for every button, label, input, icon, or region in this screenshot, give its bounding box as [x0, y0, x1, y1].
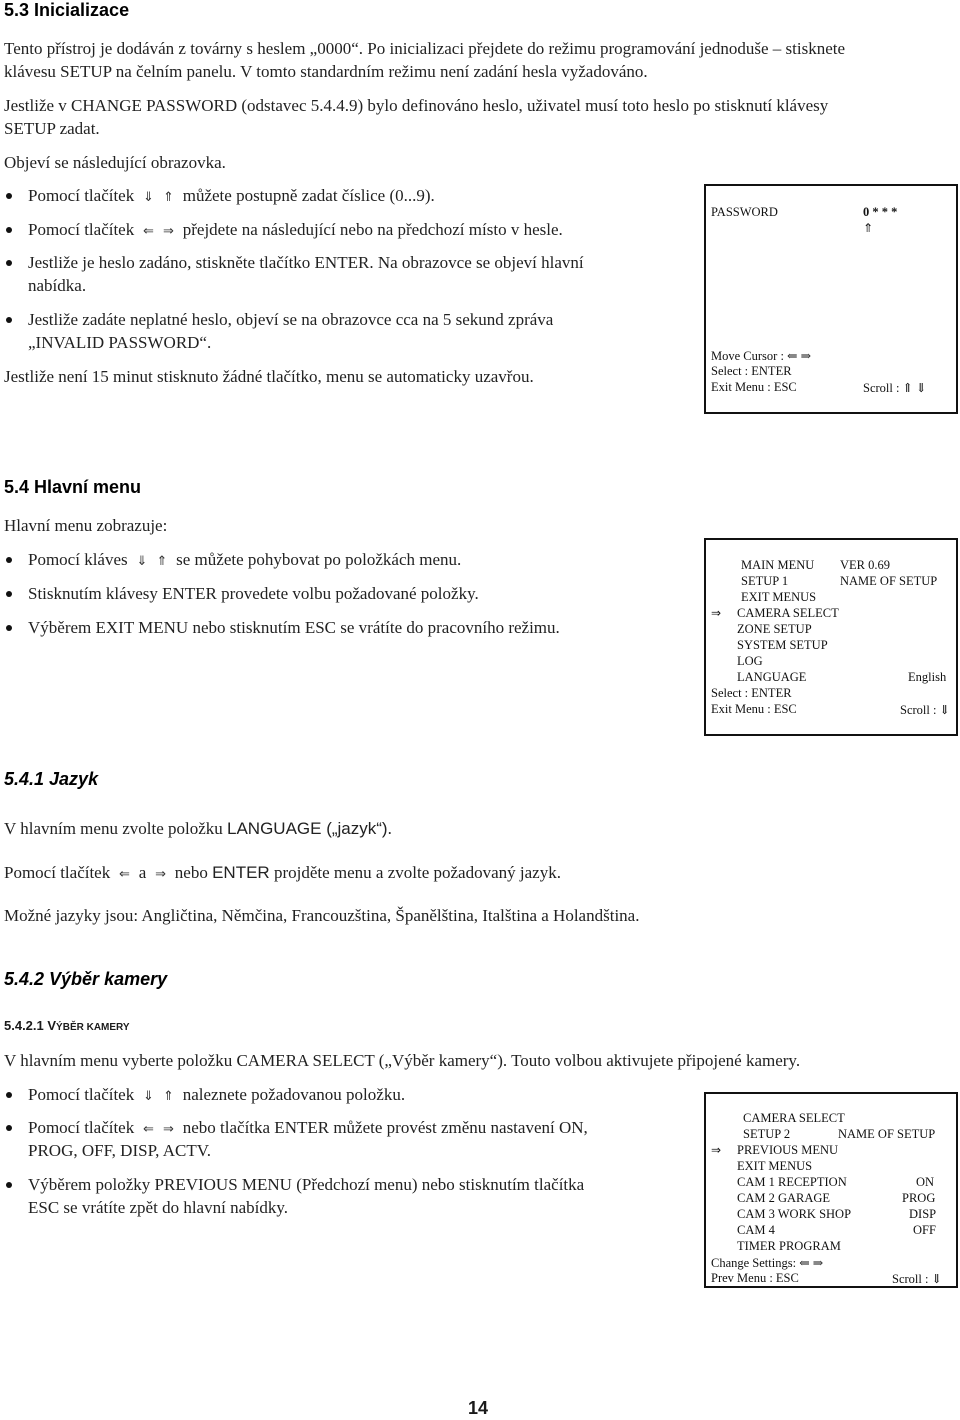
bullet-dot: [6, 1092, 12, 1098]
scroll-hint: Scroll : ⇑ ⇓: [863, 381, 927, 395]
bullet-text: naleznete požadovanou položku.: [182, 1085, 406, 1104]
language-keyword: LANGUAGE („jazyk“): [227, 819, 388, 838]
subsection-number: 5.4.2.1 V: [4, 1018, 57, 1033]
page-number: 14: [468, 1398, 489, 1418]
bullet-text: Pomocí tlačítek: [28, 1085, 135, 1104]
paragraph-password-line1: Jestliže v CHANGE PASSWORD (odstavec 5.4.4.9) bylo definováno heslo, uživatel musí toto heslo po stisknutí klávesy: [4, 96, 829, 115]
paragraph-language-select: [4, 817, 392, 840]
camera-row-value: ON: [916, 1175, 935, 1189]
bullet-text: „INVALID PASSWORD“.: [28, 333, 212, 352]
bullet-text: Stisknutím klávesy ENTER provedete volbu požadované položky.: [28, 584, 479, 603]
subsection-heading-5-4-2-1: [4, 1018, 130, 1033]
camera-row-label: CAM 2 GARAGE: [737, 1191, 831, 1205]
camera-row-value: PROG: [902, 1191, 936, 1205]
arrow-down-icon: ⇓: [136, 554, 148, 569]
pointer-icon: ⇒: [711, 606, 722, 620]
setup-name: NAME OF SETUP: [838, 1127, 936, 1141]
bullet-dot: [6, 557, 12, 563]
camera-row-label: PREVIOUS MENU: [737, 1143, 839, 1157]
version-label: VER 0.69: [840, 558, 890, 572]
caret-up-icon: ⇑: [863, 221, 874, 235]
arrow-down-icon: ⇓: [143, 1089, 154, 1104]
paragraph-intro-line2: klávesu SETUP na čelním panelu. V tomto standardním režimu není zadání hesla vyžadováno.: [4, 62, 648, 81]
arrow-down-icon: ⇓: [143, 190, 154, 205]
menu-item-zone-setup: ZONE SETUP: [737, 622, 812, 636]
exit-menu-hint: Exit Menu : ESC: [711, 380, 797, 394]
bullet-text: Výběrem EXIT MENU nebo stisknutím ESC se vrátíte do pracovního režimu.: [28, 618, 560, 637]
paragraph-timeout: Jestliže není 15 minut stisknuto žádné tlačítko, menu se automaticky uzavřou.: [4, 367, 534, 386]
select-hint: Select : ENTER: [711, 364, 792, 378]
bullet-dot: [6, 193, 12, 199]
bullet-text: ESC se vrátíte zpět do hlavní nabídky.: [28, 1198, 288, 1217]
bullet-text: PROG, OFF, DISP, ACTV.: [28, 1141, 212, 1160]
paragraph-text: a: [138, 863, 147, 882]
bullet-text: Pomocí tlačítek: [28, 220, 135, 239]
enter-keyword: ENTER: [212, 863, 270, 882]
section-heading-5-4: 5.4 Hlavní menu: [4, 477, 142, 497]
paragraph-camera-select: V hlavním menu vyberte položku CAMERA SELECT („Výběr kamery“). Touto volbou aktivujete připojené kamery.: [4, 1051, 801, 1070]
section-heading-5-4-1: 5.4.1 Jazyk: [4, 769, 99, 789]
section-heading-5-3: 5.3 Inicializace: [4, 0, 130, 20]
arrow-up-icon: ⇑: [156, 554, 168, 569]
camera-row-label: EXIT MENUS: [737, 1159, 813, 1173]
password-title: PASSWORD: [711, 205, 778, 219]
paragraph-text: V hlavním menu zvolte položku: [4, 819, 228, 838]
camera-row-value: OFF: [913, 1223, 936, 1237]
paragraph-text: projděte menu a zvolte požadovaný jazyk.: [269, 863, 561, 882]
setup-name: NAME OF SETUP: [840, 574, 938, 588]
arrow-up-icon: ⇑: [163, 190, 174, 205]
bullet-text: můžete postupně zadat číslice (0...9).: [182, 186, 435, 205]
password-screen: [704, 184, 958, 414]
pointer-icon: ⇒: [711, 1143, 722, 1157]
main-menu-title: MAIN MENU: [741, 558, 815, 572]
bullet-text: Pomocí tlačítek: [28, 1118, 135, 1137]
menu-item-log: LOG: [737, 654, 763, 668]
camera-row-label: TIMER PROGRAM: [737, 1239, 841, 1253]
exit-menu-hint: Exit Menu : ESC: [711, 702, 797, 716]
paragraph-text: Pomocí tlačítek: [4, 863, 111, 882]
paragraph-screen-appears: Objeví se následující obrazovka.: [4, 153, 226, 172]
bullet-text: Jestliže zadáte neplatné heslo, objeví se na obrazovce cca na 5 sekund zpráva: [28, 310, 554, 329]
scroll-hint: Scroll : ⇓: [900, 703, 951, 717]
camera-row-value: DISP: [909, 1207, 937, 1221]
arrow-right-icon: ⇒: [163, 1122, 174, 1137]
menu-item-system-setup: SYSTEM SETUP: [737, 638, 828, 652]
bullet-dot: [6, 625, 12, 631]
arrow-right-icon: ⇒: [155, 867, 166, 882]
bullet-dot: [6, 591, 12, 597]
setup-label: SETUP 2: [743, 1127, 791, 1141]
camera-select-screen: [704, 1092, 958, 1288]
bullet-text: nebo tlačítka ENTER můžete provést změnu nastavení ON,: [182, 1118, 588, 1137]
paragraph-language-navigate: [4, 861, 561, 886]
bullet-text: nabídka.: [28, 276, 87, 295]
language-value: English: [908, 670, 947, 684]
arrow-right-icon: ⇒: [163, 224, 174, 239]
menu-item-exit-menus: EXIT MENUS: [741, 590, 817, 604]
scroll-hint: Scroll : ⇓: [892, 1272, 943, 1286]
prev-menu-hint: Prev Menu : ESC: [711, 1271, 799, 1285]
camera-row-label: CAM 1 RECEPTION: [737, 1175, 847, 1189]
paragraph-text: nebo: [174, 863, 213, 882]
paragraph-intro-line1: Tento přístroj je dodáván z továrny s heslem „0000“. Po inicializaci přejdete do režimu programování jednoduše – stisknete: [4, 39, 846, 58]
bullet-dot: [6, 227, 12, 233]
bullet-text: se můžete pohybovat po položkách menu.: [176, 550, 462, 569]
camera-row-label: CAM 4: [737, 1223, 775, 1237]
main-menu-screen: [704, 538, 958, 736]
paragraph-text: .: [387, 819, 392, 838]
bullet-text: Pomocí tlačítek: [28, 186, 135, 205]
subsection-title: ÝBĚR KAMERY: [56, 1022, 130, 1033]
paragraph-languages: Možné jazyky jsou: Angličtina, Němčina, Francouzština, Španělština, Italština a Holandština.: [4, 906, 640, 925]
select-hint: Select : ENTER: [711, 686, 792, 700]
password-value: 0 * * *: [863, 205, 898, 219]
move-cursor-hint: Move Cursor : ⇐ ⇒: [711, 349, 812, 363]
arrow-left-icon: ⇐: [143, 1122, 154, 1137]
camera-row-label: CAM 3 WORK SHOP: [737, 1207, 852, 1221]
bullet-text: přejdete na následující nebo na předchozí místo v hesle.: [182, 220, 563, 239]
change-settings-hint: Change Settings: ⇐ ⇒: [711, 1256, 824, 1270]
menu-item-language: LANGUAGE: [737, 670, 807, 684]
bullet-text: Jestliže je heslo zadáno, stiskněte tlačítko ENTER. Na obrazovce se objeví hlavní: [28, 253, 584, 272]
camera-select-title: CAMERA SELECT: [743, 1111, 845, 1125]
paragraph-password-line2: SETUP zadat.: [4, 119, 100, 138]
arrow-up-icon: ⇑: [163, 1089, 174, 1104]
section-heading-5-4-2: 5.4.2 Výběr kamery: [4, 969, 168, 989]
setup-label: SETUP 1: [741, 574, 789, 588]
menu-item-camera-select: CAMERA SELECT: [737, 606, 839, 620]
bullet-dot: [6, 260, 12, 266]
arrow-left-icon: ⇐: [143, 224, 154, 239]
bullet-dot: [6, 317, 12, 323]
bullet-text: Pomocí kláves: [28, 550, 128, 569]
bullet-dot: [6, 1125, 12, 1131]
bullet-dot: [6, 1182, 12, 1188]
bullet-text: Výběrem položky PREVIOUS MENU (Předchozí menu) nebo stisknutím tlačítka: [28, 1175, 585, 1194]
paragraph-main-menu-intro: Hlavní menu zobrazuje:: [4, 516, 168, 535]
arrow-left-icon: ⇐: [119, 867, 130, 882]
